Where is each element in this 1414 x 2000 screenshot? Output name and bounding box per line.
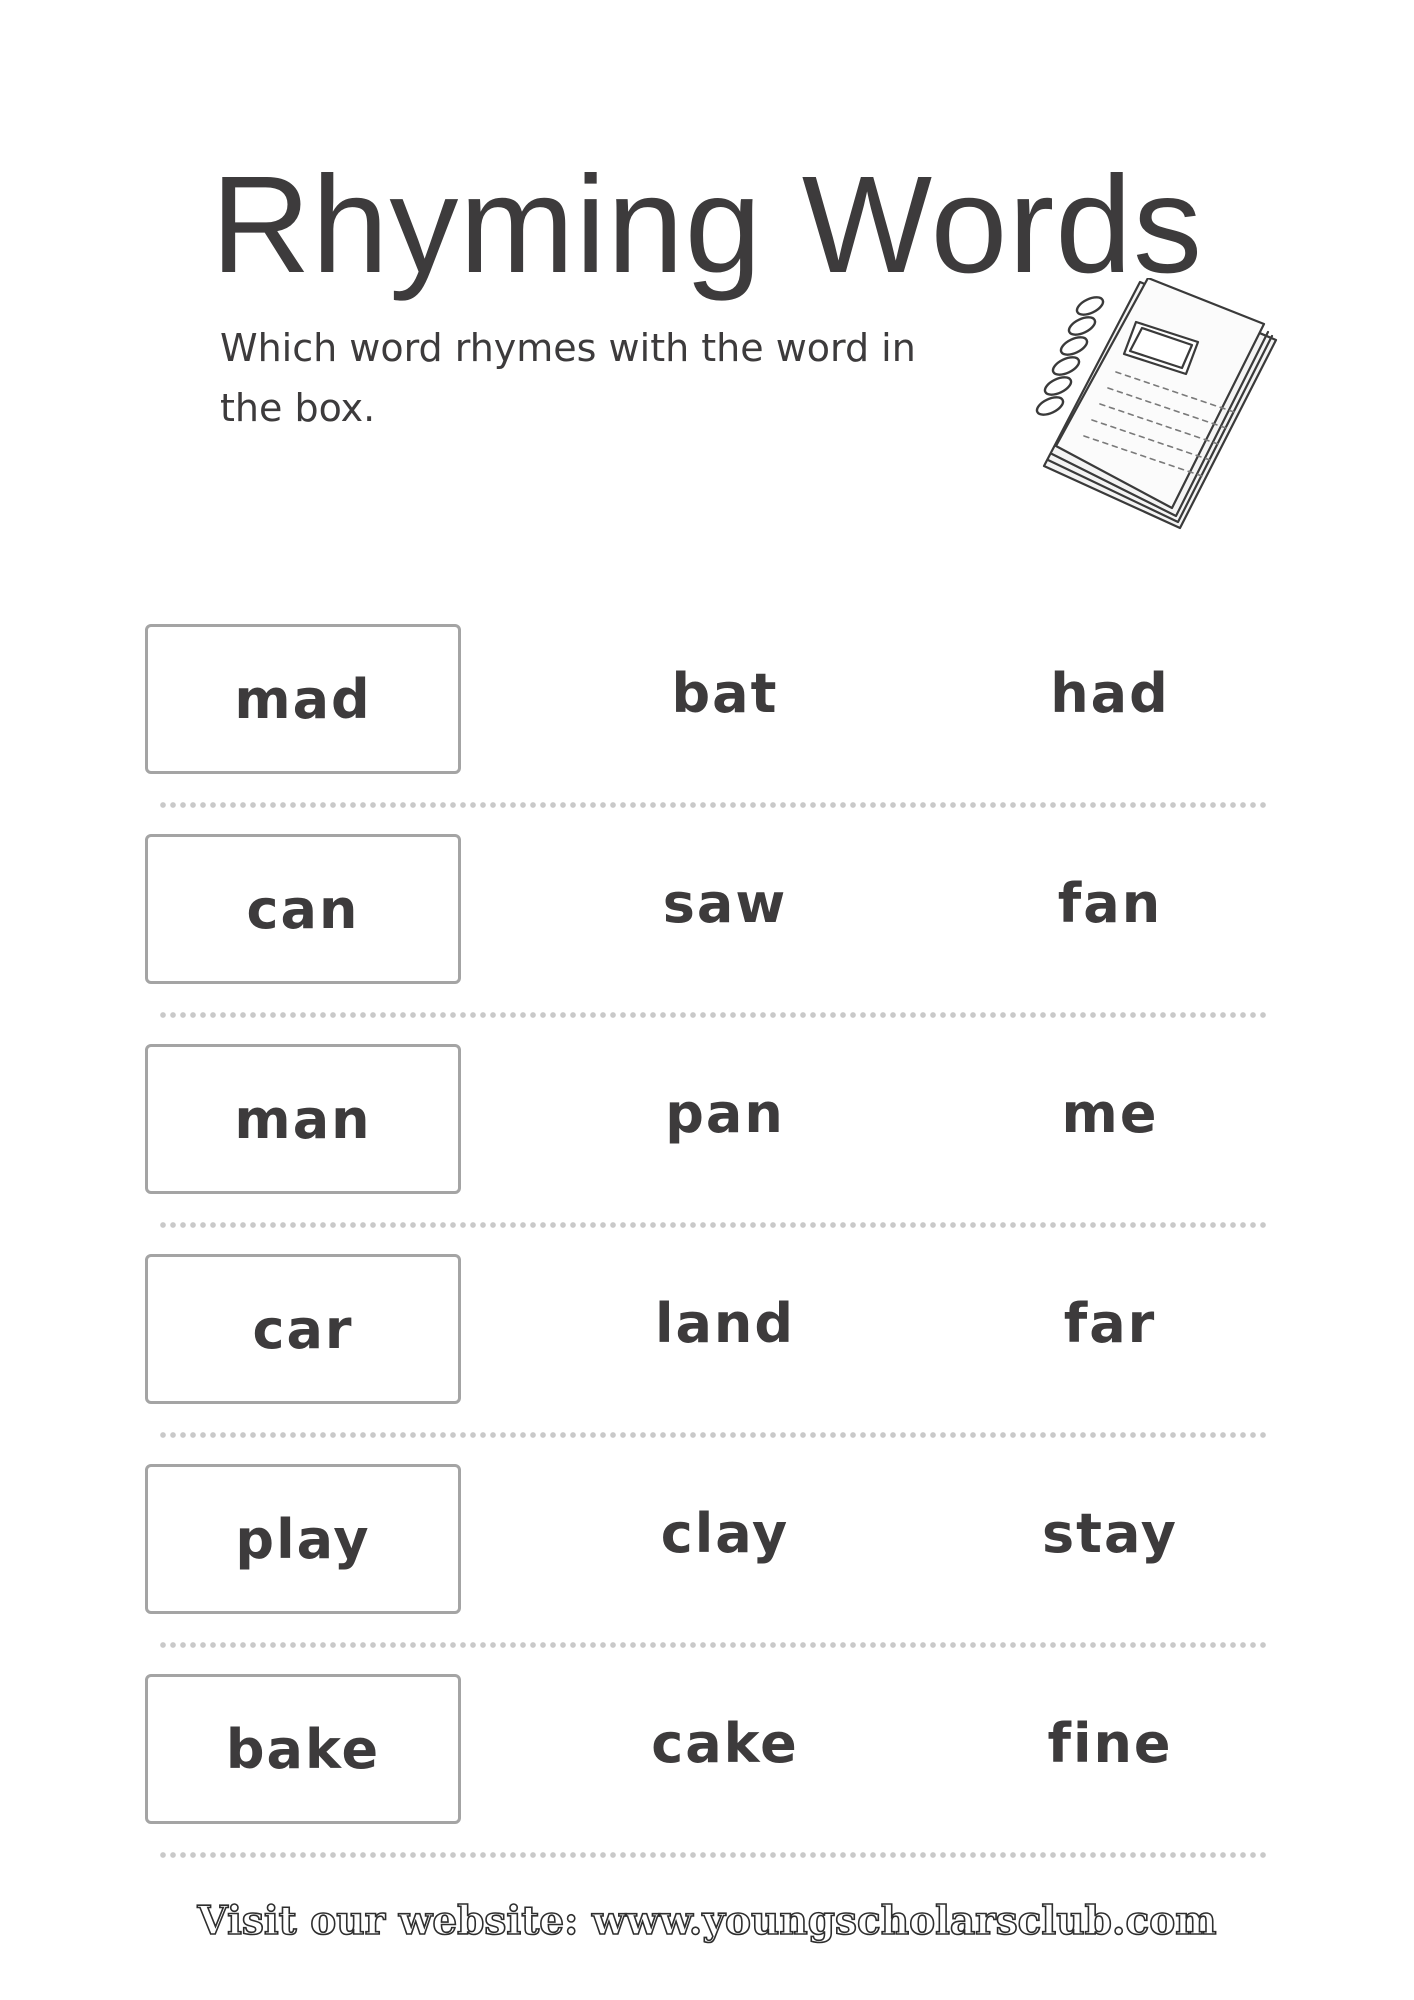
- website-footer: Visit our website: www.youngscholarsclub.com: [197, 1898, 1217, 1944]
- dotted-divider: [158, 1852, 1268, 1858]
- target-word-box[interactable]: can: [145, 834, 461, 984]
- target-word-box[interactable]: mad: [145, 624, 461, 774]
- target-word-box[interactable]: bake: [145, 1674, 461, 1824]
- dotted-divider: [158, 1432, 1268, 1438]
- rhyme-row: [0, 1254, 1414, 1464]
- target-word-box[interactable]: play: [145, 1464, 461, 1614]
- target-word-box[interactable]: car: [145, 1254, 461, 1404]
- option-word[interactable]: stay: [1042, 1501, 1178, 1565]
- target-word-box[interactable]: man: [145, 1044, 461, 1194]
- worksheet-title: Rhyming Words: [210, 148, 1204, 302]
- option-word[interactable]: clay: [660, 1501, 790, 1565]
- rhyme-row: [0, 1674, 1414, 1884]
- option-word[interactable]: land: [654, 1291, 796, 1355]
- option-word[interactable]: me: [1061, 1081, 1159, 1145]
- option-word[interactable]: saw: [662, 871, 788, 935]
- option-word[interactable]: bat: [671, 661, 779, 725]
- option-word[interactable]: cake: [651, 1711, 799, 1775]
- rhyme-row: [0, 624, 1414, 834]
- dotted-divider: [158, 1012, 1268, 1018]
- option-word[interactable]: had: [1050, 661, 1170, 725]
- option-word[interactable]: fine: [1047, 1711, 1173, 1775]
- option-word[interactable]: pan: [665, 1081, 785, 1145]
- rhyme-row: [0, 1044, 1414, 1254]
- rhyme-row: [0, 1464, 1414, 1674]
- rhyme-row: [0, 834, 1414, 1044]
- dotted-divider: [158, 802, 1268, 808]
- option-word[interactable]: far: [1063, 1291, 1157, 1355]
- dotted-divider: [158, 1222, 1268, 1228]
- option-word[interactable]: fan: [1057, 871, 1163, 935]
- instructions-text: Which word rhymes with the word in the box.: [220, 326, 916, 430]
- dotted-divider: [158, 1642, 1268, 1648]
